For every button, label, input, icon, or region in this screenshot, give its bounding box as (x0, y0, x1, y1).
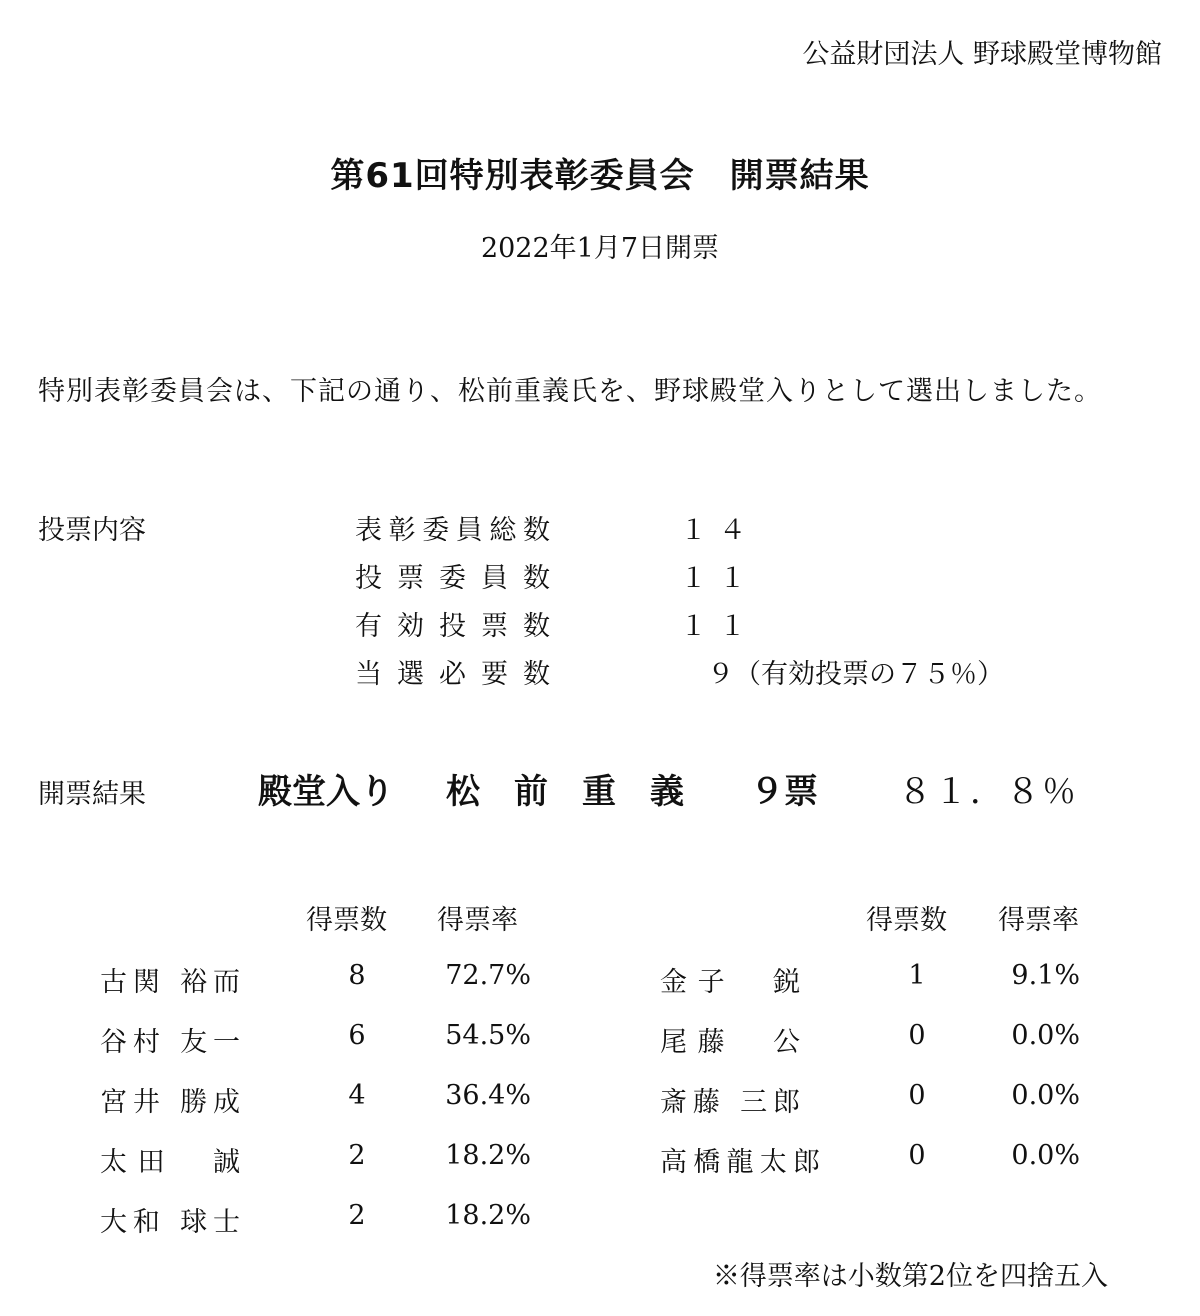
candidate-votes: 2 (348, 1140, 366, 1171)
candidate-votes: 4 (348, 1080, 366, 1111)
candidate-name: 高橋龍太郎 (660, 1147, 820, 1178)
organization-name: 公益財団法人 野球殿堂博物館 (802, 39, 1162, 70)
candidate-rate: 0.0% (1011, 1140, 1080, 1171)
voting-row-value: １１ (680, 611, 758, 642)
voting-row-key: 有効投票数 (355, 611, 550, 642)
voting-section-label: 投票内容 (38, 515, 146, 546)
ballot-date: 2022年1月7日開票 (480, 233, 720, 264)
voting-row-value: １１ (680, 563, 758, 594)
document-title: 第61回特別表彰委員会 開票結果 (330, 156, 870, 196)
candidate-rate: 0.0% (1011, 1080, 1080, 1111)
candidate-name: 谷村 友一 (100, 1027, 240, 1058)
result-status: 殿堂入り (258, 772, 394, 812)
candidate-rate: 18.2% (445, 1140, 531, 1171)
candidate-name: 斎藤 三郎 (660, 1087, 800, 1118)
candidate-votes: 0 (908, 1140, 926, 1171)
result-percent: ８１．８％ (898, 772, 1078, 812)
candidate-rate: 72.7% (445, 960, 531, 991)
candidate-votes: 1 (908, 960, 926, 991)
candidate-name: 太田 誠 (100, 1147, 240, 1178)
candidate-votes: 6 (348, 1020, 366, 1051)
candidate-votes: 2 (348, 1200, 366, 1231)
result-section-label: 開票結果 (38, 779, 146, 810)
voting-row-key: 投票委員数 (355, 563, 550, 594)
voting-row-key: 表彰委員総数 (355, 515, 550, 546)
candidate-name: 大和 球士 (100, 1207, 240, 1238)
candidate-name: 金子 鋭 (660, 967, 800, 998)
candidate-votes: 0 (908, 1080, 926, 1111)
candidate-votes: 8 (348, 960, 366, 991)
candidate-rate: 54.5% (445, 1020, 531, 1051)
left-col-rate-header: 得票率 (437, 905, 518, 936)
result-votes: ９票 (750, 772, 818, 812)
candidate-name: 尾藤 公 (660, 1027, 800, 1058)
candidate-rate: 18.2% (445, 1200, 531, 1231)
voting-row-value: １４ (680, 515, 758, 546)
candidate-rate: 9.1% (1011, 960, 1080, 991)
candidate-votes: 0 (908, 1020, 926, 1051)
left-col-votes-header: 得票数 (306, 905, 387, 936)
rounding-note: ※得票率は小数第2位を四捨五入 (712, 1261, 1108, 1292)
candidate-rate: 36.4% (445, 1080, 531, 1111)
intro-paragraph: 特別表彰委員会は、下記の通り、松前重義氏を、野球殿堂入りとして選出しました。 (38, 376, 1102, 407)
right-col-votes-header: 得票数 (866, 905, 947, 936)
result-inductee-name: 松 前 重 義 (446, 772, 684, 812)
voting-row-key: 当選必要数 (355, 659, 550, 690)
candidate-name: 宮井 勝成 (100, 1087, 240, 1118)
voting-row-value: ９（有効投票の７５％） (680, 659, 1004, 690)
right-col-rate-header: 得票率 (998, 905, 1079, 936)
candidate-rate: 0.0% (1011, 1020, 1080, 1051)
candidate-name: 古関 裕而 (100, 967, 240, 998)
